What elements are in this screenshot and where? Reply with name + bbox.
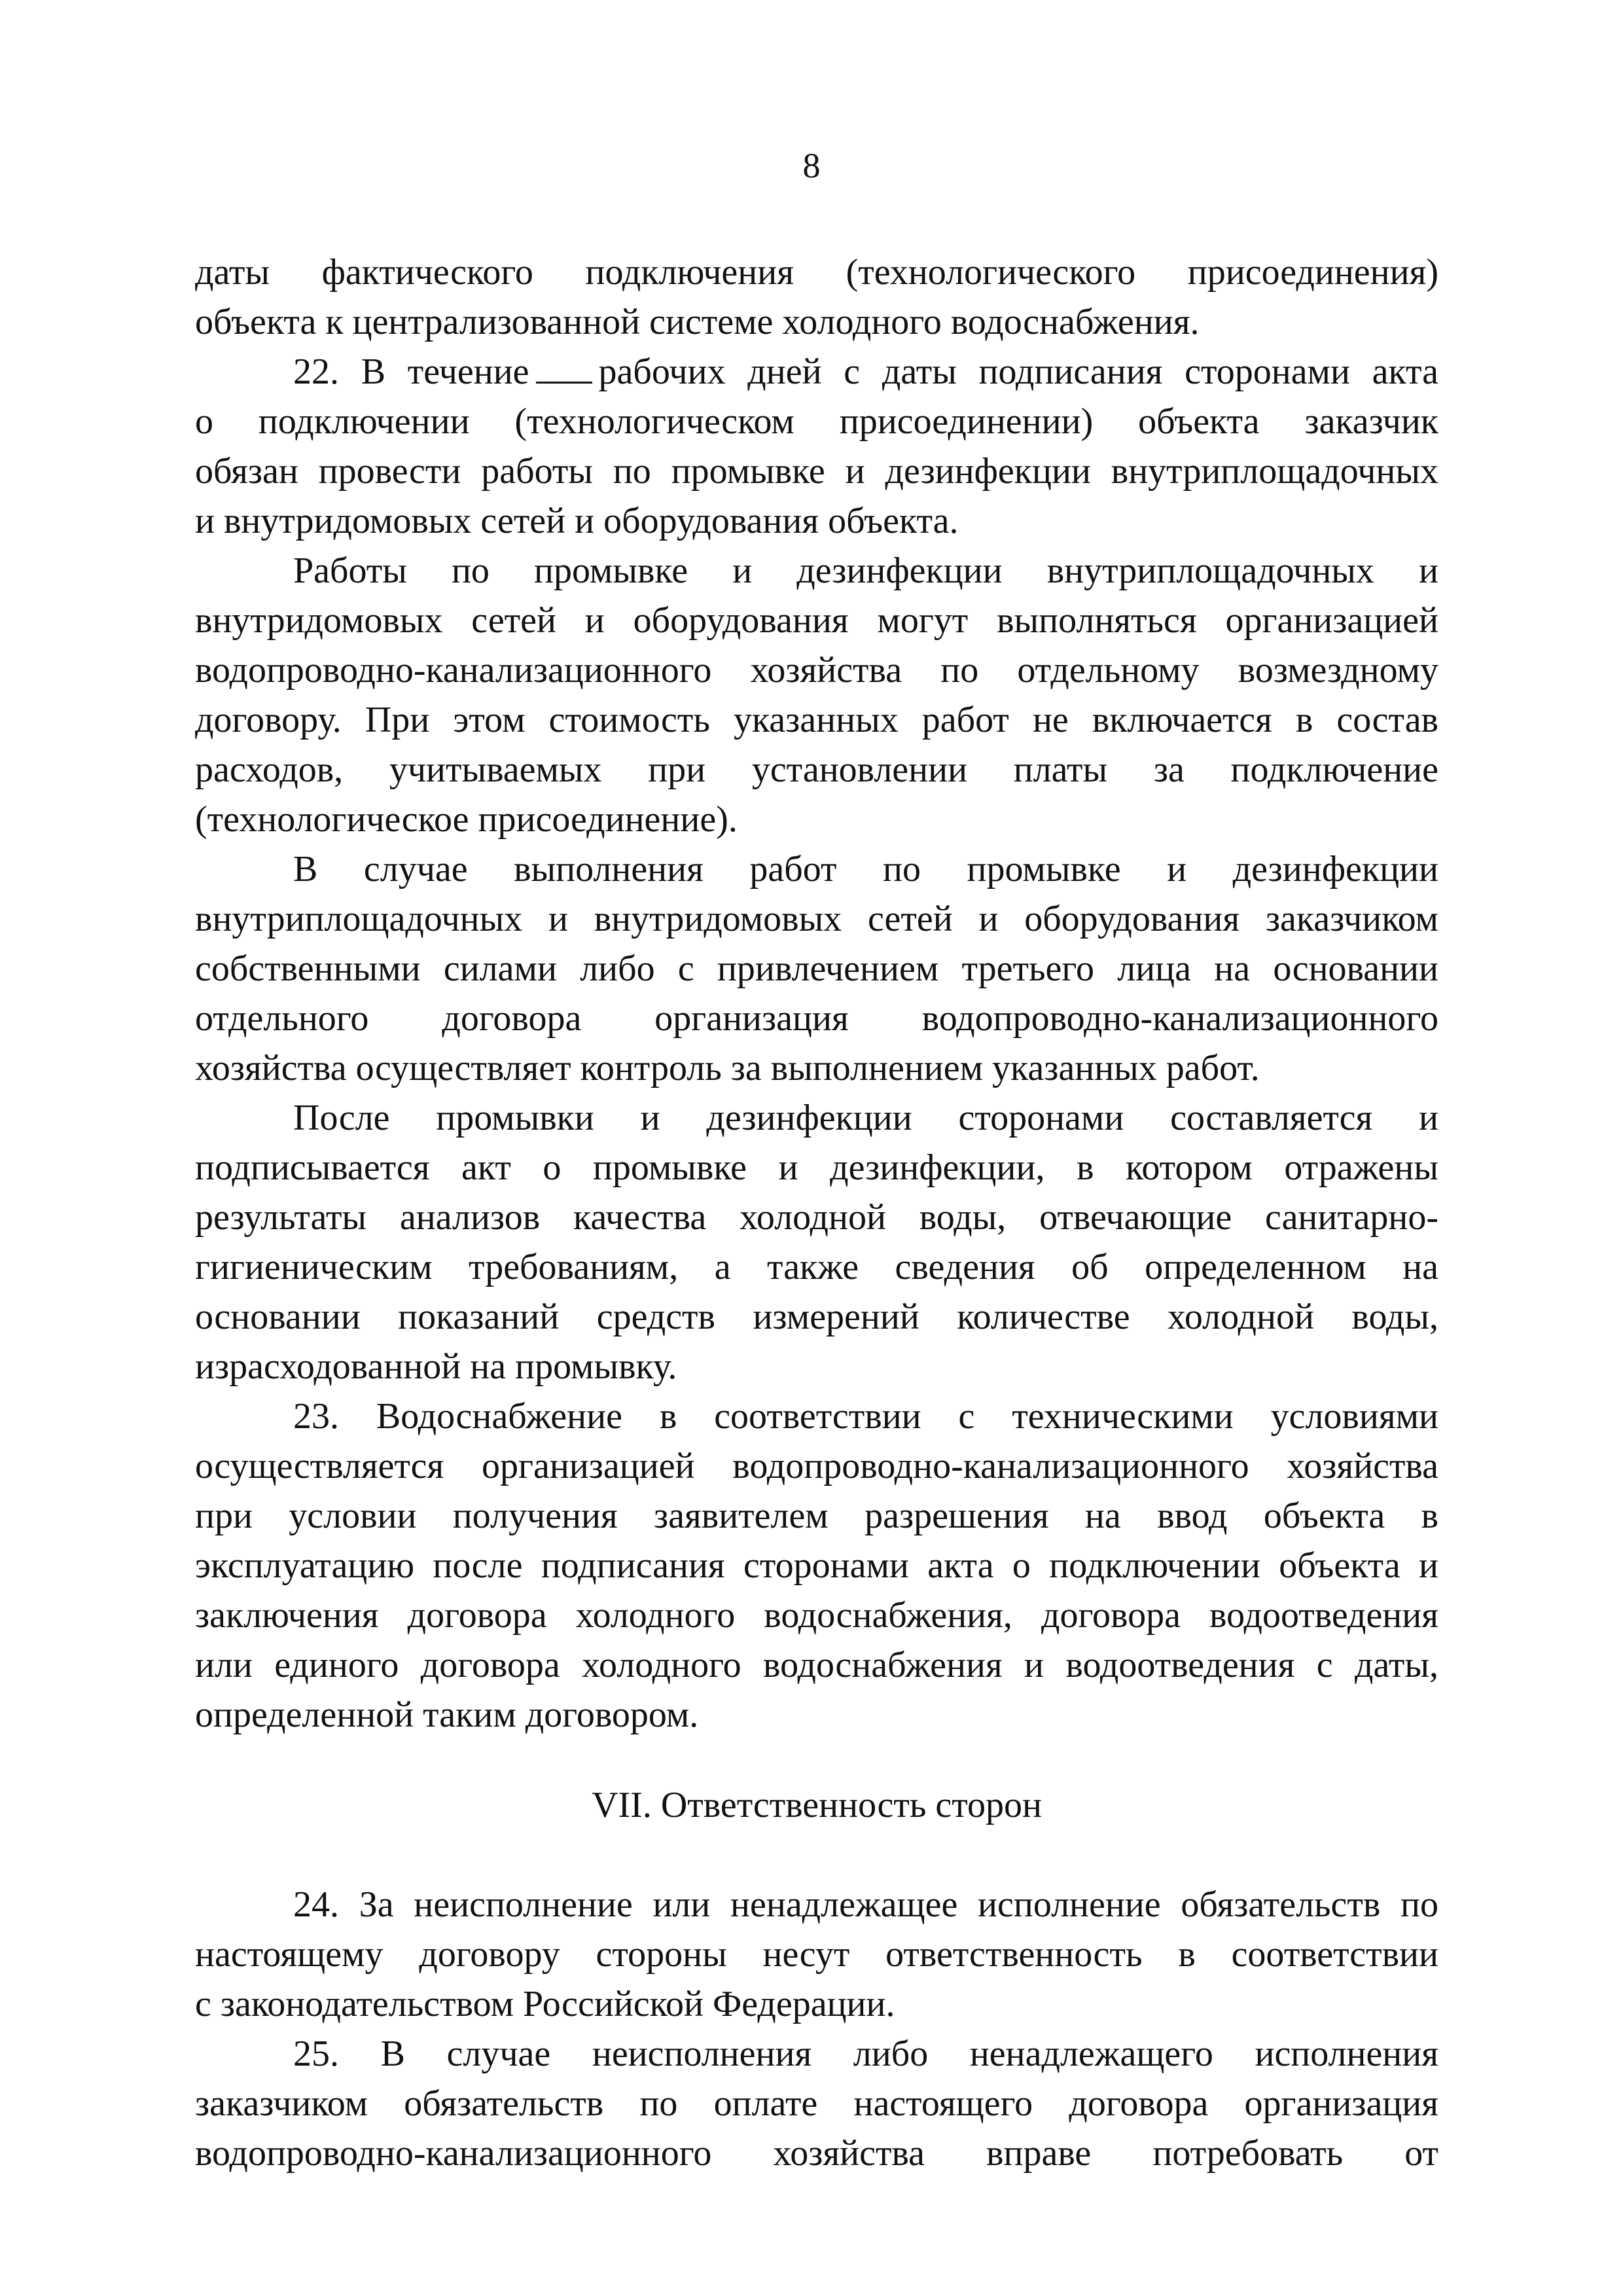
text-line: хозяйства осуществляет контроль за выполнением указанных работ.	[195, 1048, 1260, 1088]
clause-22	[195, 347, 1438, 546]
document-body	[195, 247, 1438, 2178]
text-line: водопроводно-канализационного хозяйства вправе потребовать от	[195, 2133, 1438, 2174]
text-line: или единого договора холодного водоснабжения и водоотведения с даты,	[195, 1645, 1438, 1685]
text-line: В случае выполнения работ по промывке и дезинфекции	[293, 849, 1438, 889]
text-line: эксплуатацию после подписания сторонами акта о подключении объекта и	[195, 1545, 1438, 1586]
text-line: заключения договора холодного водоснабжения, договора водоотведения	[195, 1595, 1438, 1636]
fill-in-blank	[536, 353, 592, 384]
text-line: гигиеническим требованиям, а также сведения об определенном на	[195, 1247, 1438, 1287]
text-line	[195, 347, 1438, 397]
text-line: осуществляется организацией водопроводно-канализационного хозяйства	[195, 1446, 1438, 1486]
text-line: заказчиком обязательств по оплате настоящего договора организация	[195, 2083, 1438, 2124]
clause-22-paragraph-4	[195, 1093, 1438, 1391]
text-line: отдельного договора организация водопроводно-канализационного	[195, 998, 1438, 1039]
text-line: собственными силами либо с привлечением третьего лица на основании	[195, 948, 1438, 989]
text-line: и внутридомовых сетей и оборудования объекта.	[195, 501, 959, 541]
text-line: водопроводно-канализационного хозяйства по отдельному возмездному	[195, 650, 1438, 691]
text-line: расходов, учитываемых при установлении платы за подключение	[195, 749, 1438, 790]
section-heading: VII. Ответственность сторон	[592, 1785, 1042, 1825]
clause-22-lead-rest: рабочих дней с даты подписания сторонами акта	[598, 351, 1438, 392]
text-line: 24. За неисполнение или ненадлежащее исполнение обязательств по	[293, 1884, 1438, 1925]
paragraph-continuation	[195, 247, 1438, 347]
text-line: при условии получения заявителем разрешения на ввод объекта в	[195, 1496, 1438, 1536]
text-line: внутриплощадочных и внутридомовых сетей и оборудования заказчиком	[195, 899, 1438, 939]
text-line: с законодательством Российской Федерации.	[195, 1984, 895, 2024]
page-number: 8	[802, 146, 821, 185]
text-line: результаты анализов качества холодной воды, отвечающие санитарно-	[195, 1197, 1438, 1238]
clause-22-paragraph-3	[195, 844, 1438, 1093]
text-line: определенной таким договором.	[195, 1695, 699, 1735]
text-line: объекта к централизованной системе холодного водоснабжения.	[195, 302, 1200, 342]
clause-22-lead: 22. В течение	[293, 351, 529, 392]
text-line: обязан провести работы по промывке и дезинфекции внутриплощадочных	[195, 451, 1438, 492]
text-line: о подключении (технологическом присоединении) объекта заказчик	[195, 401, 1438, 442]
text-line: 23. Водоснабжение в соответствии с техническими условиями	[293, 1396, 1438, 1437]
text-line: настоящему договору стороны несут ответственность в соответствии	[195, 1934, 1438, 1975]
text-line: (технологическое присоединение).	[195, 799, 738, 840]
clause-23	[195, 1391, 1438, 1740]
text-line: После промывки и дезинфекции сторонами составляется и	[293, 1098, 1438, 1138]
clause-25	[195, 2029, 1438, 2178]
text-line: израсходованной на промывку.	[195, 1346, 677, 1387]
clause-22-paragraph-2	[195, 546, 1438, 844]
text-line: 25. В случае неисполнения либо ненадлежащего исполнения	[293, 2034, 1438, 2074]
text-line: Работы по промывке и дезинфекции внутриплощадочных и	[293, 550, 1438, 591]
text-line: подписывается акт о промывке и дезинфекции, в котором отражены	[195, 1147, 1438, 1188]
text-line: основании показаний средств измерений количестве холодной воды,	[195, 1297, 1438, 1337]
text-line: договору. При этом стоимость указанных работ не включается в состав	[195, 700, 1438, 740]
text-line: внутридомовых сетей и оборудования могут выполняться организацией	[195, 600, 1438, 641]
text-line: даты фактического подключения (технологического присоединения)	[195, 252, 1438, 293]
clause-24	[195, 1880, 1438, 2029]
